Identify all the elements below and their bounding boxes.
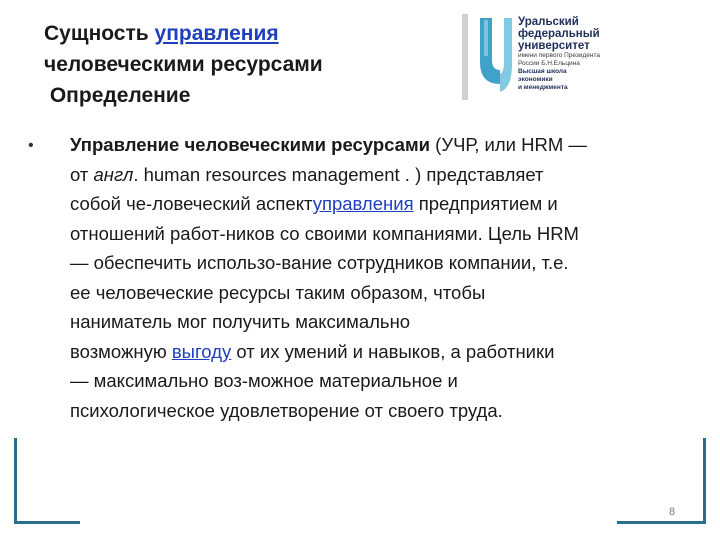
logo-text-block: Уральский федеральный университет имени первого Президента России Б.Н.Ельцина Высшая школа экономики и менеджмента xyxy=(518,16,601,91)
bullet-marker: • xyxy=(28,137,34,154)
slide-title xyxy=(44,18,464,111)
definition-content xyxy=(28,130,688,425)
frame-corner-left-horizontal xyxy=(14,521,80,524)
title-link-upravleniya[interactable]: управления xyxy=(154,22,279,45)
frame-corner-right-horizontal xyxy=(617,521,706,524)
bullet-item xyxy=(28,130,688,425)
definition-paragraph: Управление человеческими ресурсами (УЧР, или HRM — от англ. human resources management . ) представляет собой че-ловеческий аспектуправления предприятием и отношений работ-ников со своими компаниями. Цель HRM — обеспечить использо-вание сотрудников компании, т.е. ее человеческие ресурсы таким образом, чтобы наниматель мог получить максимально возможную выгоду от их умений и навыков, а работники — максимально воз-можное материальное и психологическое удовлетворение от своего труда. xyxy=(70,134,587,421)
title-line-2: человеческими ресурсами xyxy=(44,53,323,76)
frame-corner-right-vertical xyxy=(703,438,706,524)
link-vygodu[interactable]: выгоду xyxy=(171,340,232,362)
link-upravleniya[interactable]: управления xyxy=(312,193,414,214)
frame-corner-left-vertical xyxy=(14,438,17,524)
urfu-logo xyxy=(462,14,720,100)
page-number: 8 xyxy=(669,506,676,518)
title-line-1: Сущность управления xyxy=(44,22,279,45)
title-line-3: Определение xyxy=(49,84,191,107)
urfu-emblem-icon xyxy=(478,16,514,98)
